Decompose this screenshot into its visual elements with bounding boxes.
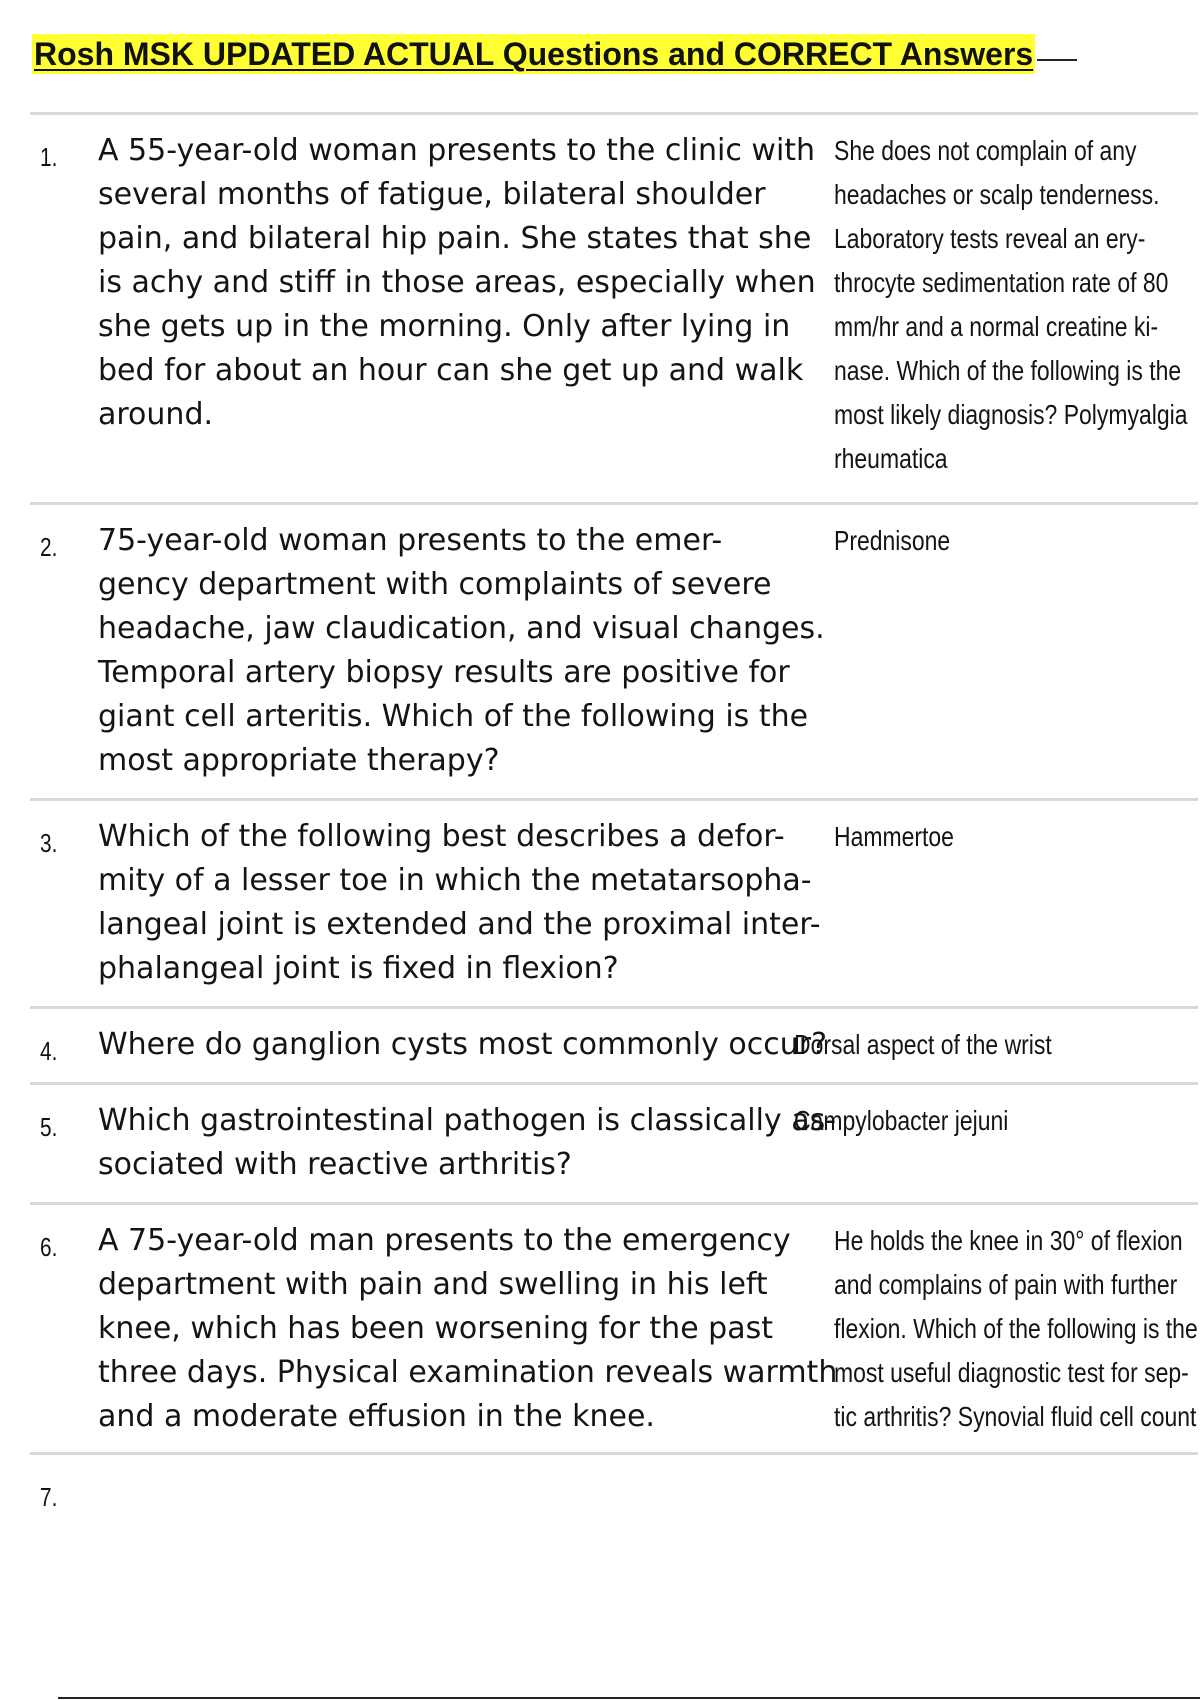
answer-line: Dorsal aspect of the wrist xyxy=(794,1029,1052,1060)
item-number: 5. xyxy=(40,1112,58,1142)
answer-line: Campylobacter jejuni xyxy=(794,1105,1009,1136)
question-line: Which gastrointestinal pathogen is classically as- xyxy=(98,1103,837,1138)
question-line: bed for about an hour can she get up and walk xyxy=(98,353,804,388)
answer-text xyxy=(834,129,1187,481)
question-line: Temporal artery biopsy results are positive for xyxy=(98,655,790,690)
item-number: 1. xyxy=(40,142,58,172)
title-row xyxy=(32,34,1077,74)
question-line: sociated with reactive arthritis? xyxy=(98,1147,572,1182)
qa-item-5 xyxy=(30,1082,1198,1202)
answer-line: headaches or scalp tenderness. xyxy=(834,179,1160,210)
answer-line: nase. Which of the following is the xyxy=(834,355,1182,386)
question-text xyxy=(98,129,816,437)
answer-text xyxy=(834,815,954,859)
question-text xyxy=(98,815,821,991)
question-line: phalangeal joint is fixed in flexion? xyxy=(98,951,619,986)
question-line: A 75-year-old man presents to the emergency xyxy=(98,1223,791,1258)
answer-line: Prednisone xyxy=(834,525,951,556)
answer-line: mm/hr and a normal creatine ki- xyxy=(834,311,1159,342)
answer-line: most likely diagnosis? Polymyalgia xyxy=(834,399,1188,430)
item-number: 6. xyxy=(40,1232,58,1262)
answer-line: She does not complain of any xyxy=(834,135,1137,166)
question-line: Which of the following best describes a defor- xyxy=(98,819,785,854)
answer-line: rheumatica xyxy=(834,443,948,474)
question-line: around. xyxy=(98,397,214,432)
item-number: 2. xyxy=(40,532,58,562)
question-line: three days. Physical examination reveals warmth xyxy=(98,1355,838,1390)
answer-text xyxy=(834,1219,1198,1439)
question-line: several months of fatigue, bilateral shoulder xyxy=(98,177,766,212)
qa-item-4 xyxy=(30,1006,1198,1082)
qa-item-7 xyxy=(30,1452,1198,1572)
item-number: 7. xyxy=(40,1482,58,1512)
answer-text xyxy=(794,1023,1052,1067)
question-line: is achy and stiff in those areas, especially when xyxy=(98,265,816,300)
question-line: gency department with complaints of severe xyxy=(98,567,772,602)
answer-line: throcyte sedimentation rate of 80 xyxy=(834,267,1169,298)
item-number: 3. xyxy=(40,828,58,858)
question-line: most appropriate therapy? xyxy=(98,743,500,778)
answer-line: and complains of pain with further xyxy=(834,1269,1178,1300)
question-line: she gets up in the morning. Only after lying in xyxy=(98,309,791,344)
item-number: 4. xyxy=(40,1036,58,1066)
qa-list xyxy=(30,112,1198,1572)
question-text xyxy=(98,519,825,783)
question-line: langeal joint is extended and the proximal inter- xyxy=(98,907,821,942)
title-trailing-rule xyxy=(1037,59,1077,61)
qa-item-3 xyxy=(30,798,1198,1006)
question-line: and a moderate effusion in the knee. xyxy=(98,1399,655,1434)
answer-line: Hammertoe xyxy=(834,821,954,852)
qa-item-1 xyxy=(30,112,1198,502)
qa-item-2 xyxy=(30,502,1198,798)
question-text xyxy=(98,1219,837,1439)
question-line: headache, jaw claudication, and visual changes. xyxy=(98,611,825,646)
qa-item-6 xyxy=(30,1202,1198,1452)
answer-text xyxy=(794,1099,1008,1143)
answer-text xyxy=(834,519,950,563)
question-line: giant cell arteritis. Which of the following is the xyxy=(98,699,809,734)
question-line: department with pain and swelling in his left xyxy=(98,1267,768,1302)
question-line: Where do ganglion cysts most commonly occur? xyxy=(98,1027,828,1062)
question-line: 75-year-old woman presents to the emer- xyxy=(98,523,723,558)
question-line: A 55-year-old woman presents to the clinic with xyxy=(98,133,816,168)
answer-line: tic arthritis? Synovial fluid cell count xyxy=(834,1401,1197,1432)
page-bottom-rule xyxy=(58,1697,1200,1699)
answer-line: He holds the knee in 30° of flexion xyxy=(834,1225,1183,1256)
question-line: knee, which has been worsening for the past xyxy=(98,1311,773,1346)
answer-line: Laboratory tests reveal an ery- xyxy=(834,223,1146,254)
question-line: pain, and bilateral hip pain. She states that she xyxy=(98,221,812,256)
question-text xyxy=(98,1099,836,1187)
answer-line: flexion. Which of the following is the xyxy=(834,1313,1198,1344)
document-title: Rosh MSK UPDATED ACTUAL Questions and CORRECT Answers xyxy=(34,36,1034,72)
question-line: mity of a lesser toe in which the metatarsopha- xyxy=(98,863,812,898)
answer-line: most useful diagnostic test for sep- xyxy=(834,1357,1189,1388)
question-text xyxy=(98,1023,827,1067)
